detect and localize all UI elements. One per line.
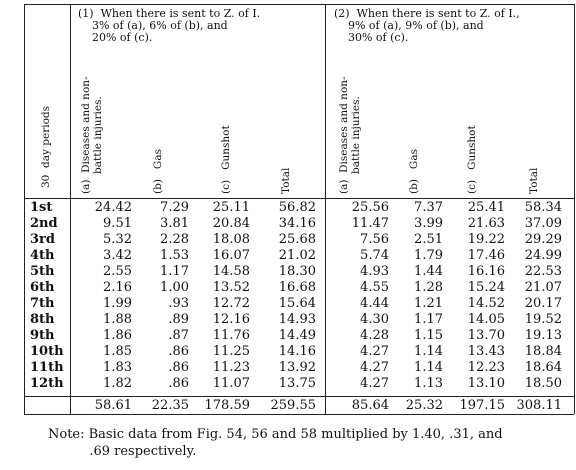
table-cell: 1.82	[103, 376, 132, 391]
table-cell: 15.64	[278, 296, 316, 311]
table-cell: 1.00	[160, 280, 189, 295]
table-cell: 7.56	[360, 232, 389, 247]
col-header-2a: (a) Diseases and non- battle injuries.	[338, 76, 362, 194]
table-cell: 18.84	[524, 344, 562, 359]
col-header-2b: (b) Gas	[408, 149, 420, 194]
total-cell: 85.64	[351, 398, 389, 413]
table-cell: 7.29	[160, 200, 189, 215]
table-cell: 16.07	[212, 248, 250, 263]
table-cell: 1.15	[414, 328, 443, 343]
table-cell: 15.24	[467, 280, 505, 295]
table-cell: 2.51	[414, 232, 443, 247]
table-cell: 3.81	[160, 216, 189, 231]
table-cell: .89	[168, 312, 189, 327]
period-label: 6th	[30, 280, 55, 295]
table-cell: 13.10	[467, 376, 505, 391]
table-cell: 1.88	[103, 312, 132, 327]
bottom-rule	[24, 414, 574, 415]
table-cell: 1.85	[103, 344, 132, 359]
table-cell: 4.44	[360, 296, 389, 311]
table-cell: 12.23	[467, 360, 505, 375]
table-cell: 14.16	[278, 344, 316, 359]
table-cell: 11.07	[212, 376, 250, 391]
col-header-2c: (c) Gunshot	[466, 125, 478, 194]
table-cell: .87	[168, 328, 189, 343]
table-cell: 18.64	[524, 360, 562, 375]
group-divider	[325, 4, 326, 414]
total-cell: 178.59	[204, 398, 250, 413]
period-label: 2nd	[30, 216, 58, 231]
group-1-header: (1) When there is sent to Z. of I. 3% of (a), 6% of (b), and 20% of (c).	[78, 7, 261, 44]
table-cell: 1.99	[103, 296, 132, 311]
table-cell: 1.53	[160, 248, 189, 263]
table-cell: 4.27	[360, 344, 389, 359]
table-cell: 5.32	[103, 232, 132, 247]
table-cell: 14.58	[212, 264, 250, 279]
period-divider	[70, 4, 71, 414]
table-cell: 4.27	[360, 376, 389, 391]
table-cell: 18.30	[278, 264, 316, 279]
table-cell: 18.08	[212, 232, 250, 247]
table-cell: 34.16	[278, 216, 316, 231]
table-cell: 1.14	[414, 360, 443, 375]
table-cell: 19.13	[524, 328, 562, 343]
table-cell: 13.92	[278, 360, 316, 375]
col-header-1c: (c) Gunshot	[220, 125, 232, 194]
table-cell: 4.28	[360, 328, 389, 343]
table-cell: .86	[168, 344, 189, 359]
table-cell: 22.53	[524, 264, 562, 279]
table-cell: 21.07	[524, 280, 562, 295]
table-cell: 13.52	[212, 280, 250, 295]
period-label: 11th	[30, 360, 64, 375]
table-cell: 11.76	[212, 328, 250, 343]
totals-rule	[24, 396, 574, 397]
period-label: 10th	[30, 344, 64, 359]
table-cell: 1.86	[103, 328, 132, 343]
col-header-1a: (a) Diseases and non- battle injuries.	[80, 76, 104, 194]
col-header-1b: (b) Gas	[152, 149, 164, 194]
table-cell: 14.05	[467, 312, 505, 327]
table-cell: 1.28	[414, 280, 443, 295]
period-label: 12th	[30, 376, 64, 391]
table-cell: 25.68	[278, 232, 316, 247]
table-cell: 9.51	[103, 216, 132, 231]
table-cell: 29.29	[524, 232, 562, 247]
table-cell: 24.99	[524, 248, 562, 263]
table-cell: 14.52	[467, 296, 505, 311]
table-cell: 14.49	[278, 328, 316, 343]
table-cell: 1.21	[414, 296, 443, 311]
table-cell: .86	[168, 360, 189, 375]
table-cell: 11.47	[351, 216, 389, 231]
table-cell: 20.17	[524, 296, 562, 311]
table-cell: 2.55	[103, 264, 132, 279]
table-cell: 21.63	[467, 216, 505, 231]
table-cell: 12.72	[212, 296, 250, 311]
top-rule	[24, 4, 574, 5]
table-cell: 21.02	[278, 248, 316, 263]
table-cell: 19.52	[524, 312, 562, 327]
table-cell: 25.41	[467, 200, 505, 215]
total-cell: 25.32	[405, 398, 443, 413]
period-label: 7th	[30, 296, 55, 311]
table-cell: .86	[168, 376, 189, 391]
right-rule	[574, 4, 575, 414]
table-cell: 14.93	[278, 312, 316, 327]
table-cell: 4.27	[360, 360, 389, 375]
table-cell: 2.28	[160, 232, 189, 247]
table-cell: 1.14	[414, 344, 443, 359]
period-header: 30 day periods	[40, 105, 52, 188]
col-header-2total: Total	[528, 167, 540, 194]
period-label: 4th	[30, 248, 55, 263]
table-cell: 11.25	[212, 344, 250, 359]
table-cell: 20.84	[212, 216, 250, 231]
table-cell: 13.70	[467, 328, 505, 343]
group-2-header: (2) When there is sent to Z. of I., 9% of (a), 9% of (b), and 30% of (c).	[334, 7, 520, 44]
table-cell: 1.17	[160, 264, 189, 279]
table-cell: 56.82	[278, 200, 316, 215]
table-cell: 25.56	[351, 200, 389, 215]
table-cell: 37.09	[524, 216, 562, 231]
table-cell: 16.16	[467, 264, 505, 279]
table-cell: 3.99	[414, 216, 443, 231]
table-cell: 1.17	[414, 312, 443, 327]
table-cell: 11.23	[212, 360, 250, 375]
table-cell: 1.79	[414, 248, 443, 263]
total-cell: 197.15	[459, 398, 505, 413]
table-cell: 25.11	[212, 200, 250, 215]
table-cell: 1.83	[103, 360, 132, 375]
table-cell: 4.55	[360, 280, 389, 295]
period-label: 9th	[30, 328, 55, 343]
table-cell: 1.13	[414, 376, 443, 391]
period-label: 3rd	[30, 232, 55, 247]
table-cell: 19.22	[467, 232, 505, 247]
table-cell: .93	[168, 296, 189, 311]
header-rule	[24, 198, 574, 199]
table-cell: 4.93	[360, 264, 389, 279]
col-header-1total: Total	[280, 167, 292, 194]
table-cell: 13.43	[467, 344, 505, 359]
total-cell: 22.35	[151, 398, 189, 413]
total-cell: 58.61	[94, 398, 132, 413]
table-cell: 7.37	[414, 200, 443, 215]
table-cell: 17.46	[467, 248, 505, 263]
period-label: 8th	[30, 312, 55, 327]
table-cell: 4.30	[360, 312, 389, 327]
left-rule	[24, 4, 25, 414]
period-label: 1st	[30, 200, 53, 215]
period-label: 5th	[30, 264, 55, 279]
total-cell: 308.11	[516, 398, 562, 413]
table-cell: 1.44	[414, 264, 443, 279]
table-cell: 3.42	[103, 248, 132, 263]
total-cell: 259.55	[270, 398, 316, 413]
table-cell: 18.50	[524, 376, 562, 391]
table-cell: 58.34	[524, 200, 562, 215]
table-cell: 5.74	[360, 248, 389, 263]
table-note: Note: Basic data from Fig. 54, 56 and 58 multiplied by 1.40, .31, and .69 respectively.	[48, 427, 503, 459]
table-cell: 2.16	[103, 280, 132, 295]
table-cell: 12.16	[212, 312, 250, 327]
table-cell: 24.42	[94, 200, 132, 215]
table-cell: 13.75	[278, 376, 316, 391]
table-cell: 16.68	[278, 280, 316, 295]
